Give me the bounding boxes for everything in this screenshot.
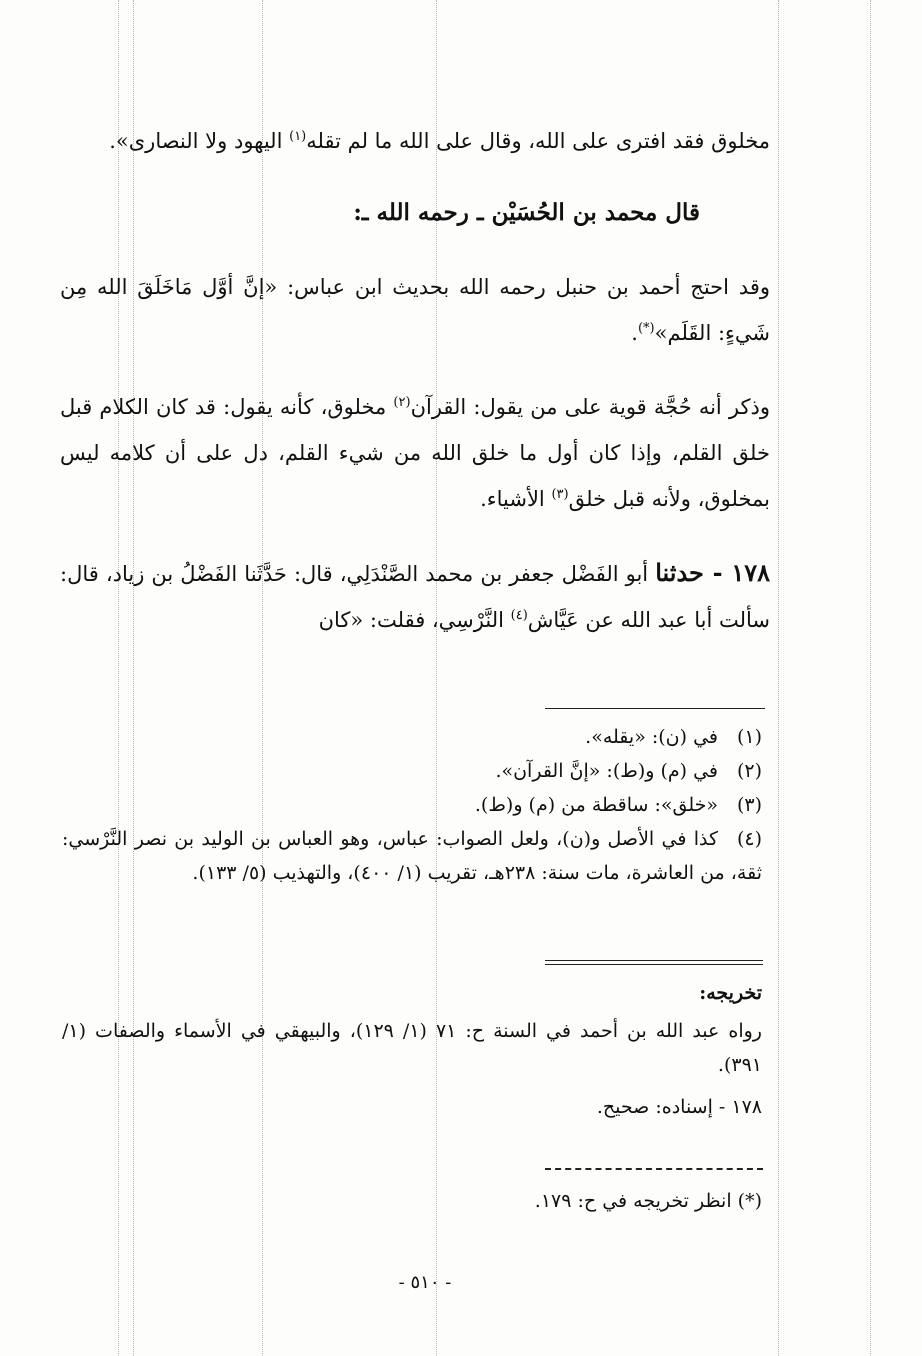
scan-guide-line — [778, 0, 779, 1356]
page-number: - ٥١٠ - — [398, 1272, 452, 1293]
paragraph-1 — [60, 118, 770, 164]
paragraph-3-text-c: الأشياء. — [480, 487, 545, 511]
paragraph-4-text-a: أبو الفَضْل جعفر بن محمد الصَّنْدَلِي، قال: حَدَّثَنا الفَضْلُ بن زياد، قال: سألت أبا عبد الله عن عَيَّاش — [60, 562, 770, 632]
footnote-ref-4: (٤) — [510, 608, 528, 623]
takhrij-line: رواه عبد الله بن أحمد في السنة ح: ٧١ (١/ ١٢٩)، والبيهقي في الأسماء والصفات (١/ ٣٩١). — [62, 1020, 762, 1076]
takhrij-separator — [545, 960, 763, 961]
star-note: (*) انظر تخريجه في ح: ١٧٩. — [534, 1190, 762, 1212]
paragraph-4-text-b: النَّرْسِي، فقلت: «كان — [318, 608, 504, 632]
paragraph-2-text: وقد احتج أحمد بن حنبل رحمه الله بحديث ابن عباس: «إنَّ أوَّل مَاخَلَقَ الله مِن شَيءٍ: القَلَم» — [60, 275, 770, 345]
footnote-1 — [62, 720, 762, 754]
scan-guide-line — [870, 0, 871, 1356]
hadith-number: ١٧٨ - حدثنا — [655, 558, 770, 587]
footnote-number: (٣) — [736, 794, 762, 816]
footnote-text: في (م) و(ط): «إنَّ القرآن». — [495, 760, 718, 782]
takhrij-separator — [545, 964, 763, 965]
footnote-number: (٢) — [736, 760, 762, 782]
footnote-text: كذا في الأصل و(ن)، ولعل الصواب: عباس، وهو العباس بن الوليد بن نصر النَّرْسي: ثقة، من العاشرة، مات سنة: ٢٣٨هـ، تقريب (١/ ٤٠٠)، والتهذيب (٥/ ١٣٣). — [62, 828, 762, 884]
footnote-text: «خلق»: ساقطة من (م) و(ط). — [474, 794, 718, 816]
footnote-ref-3: (٣) — [551, 487, 569, 502]
paragraph-2-tail: . — [631, 321, 638, 345]
paragraph-1-text: مخلوق فقد افترى على الله، وقال على الله ما لم تقله — [306, 129, 770, 153]
footnote-4 — [62, 822, 762, 890]
takhrij-title: تخريجه: — [699, 982, 762, 1004]
footnote-ref-1: (١) — [289, 129, 307, 144]
paragraph-3-text-a: وذكر أنه حُجَّة قوية على من يقول: القرآن — [410, 395, 770, 419]
footnote-ref-2: (٢) — [393, 395, 411, 410]
footnote-number: (٤) — [736, 828, 762, 850]
paragraph-2 — [60, 264, 770, 356]
star-note-separator — [545, 1168, 763, 1170]
paragraph-3 — [60, 384, 770, 522]
takhrij-isnad: ١٧٨ - إسناده: صحيح. — [596, 1096, 762, 1118]
paragraph-1-tail: اليهود ولا النصارى». — [109, 129, 283, 153]
footnote-2 — [62, 754, 762, 788]
paragraph-3-text-b: مخلوق، كأنه يقول: قد كان الكلام قبل خلق القلم، وإذا كان أول ما خلق الله من شيء القلم، دل على أن كلامه ليس بمخلوق، ولأنه قبل خلق — [60, 395, 770, 511]
footnote-text: في (ن): «يقله». — [585, 726, 718, 748]
section-heading: قال محمد بن الحُسَيْن ـ رحمه الله ـ: — [353, 199, 700, 226]
main-text — [60, 118, 770, 643]
footnote-3 — [62, 788, 762, 822]
footnote-number: (١) — [736, 726, 762, 748]
paragraph-4 — [60, 550, 770, 643]
star-ref: (*) — [637, 321, 655, 336]
footnote-separator — [545, 708, 765, 709]
